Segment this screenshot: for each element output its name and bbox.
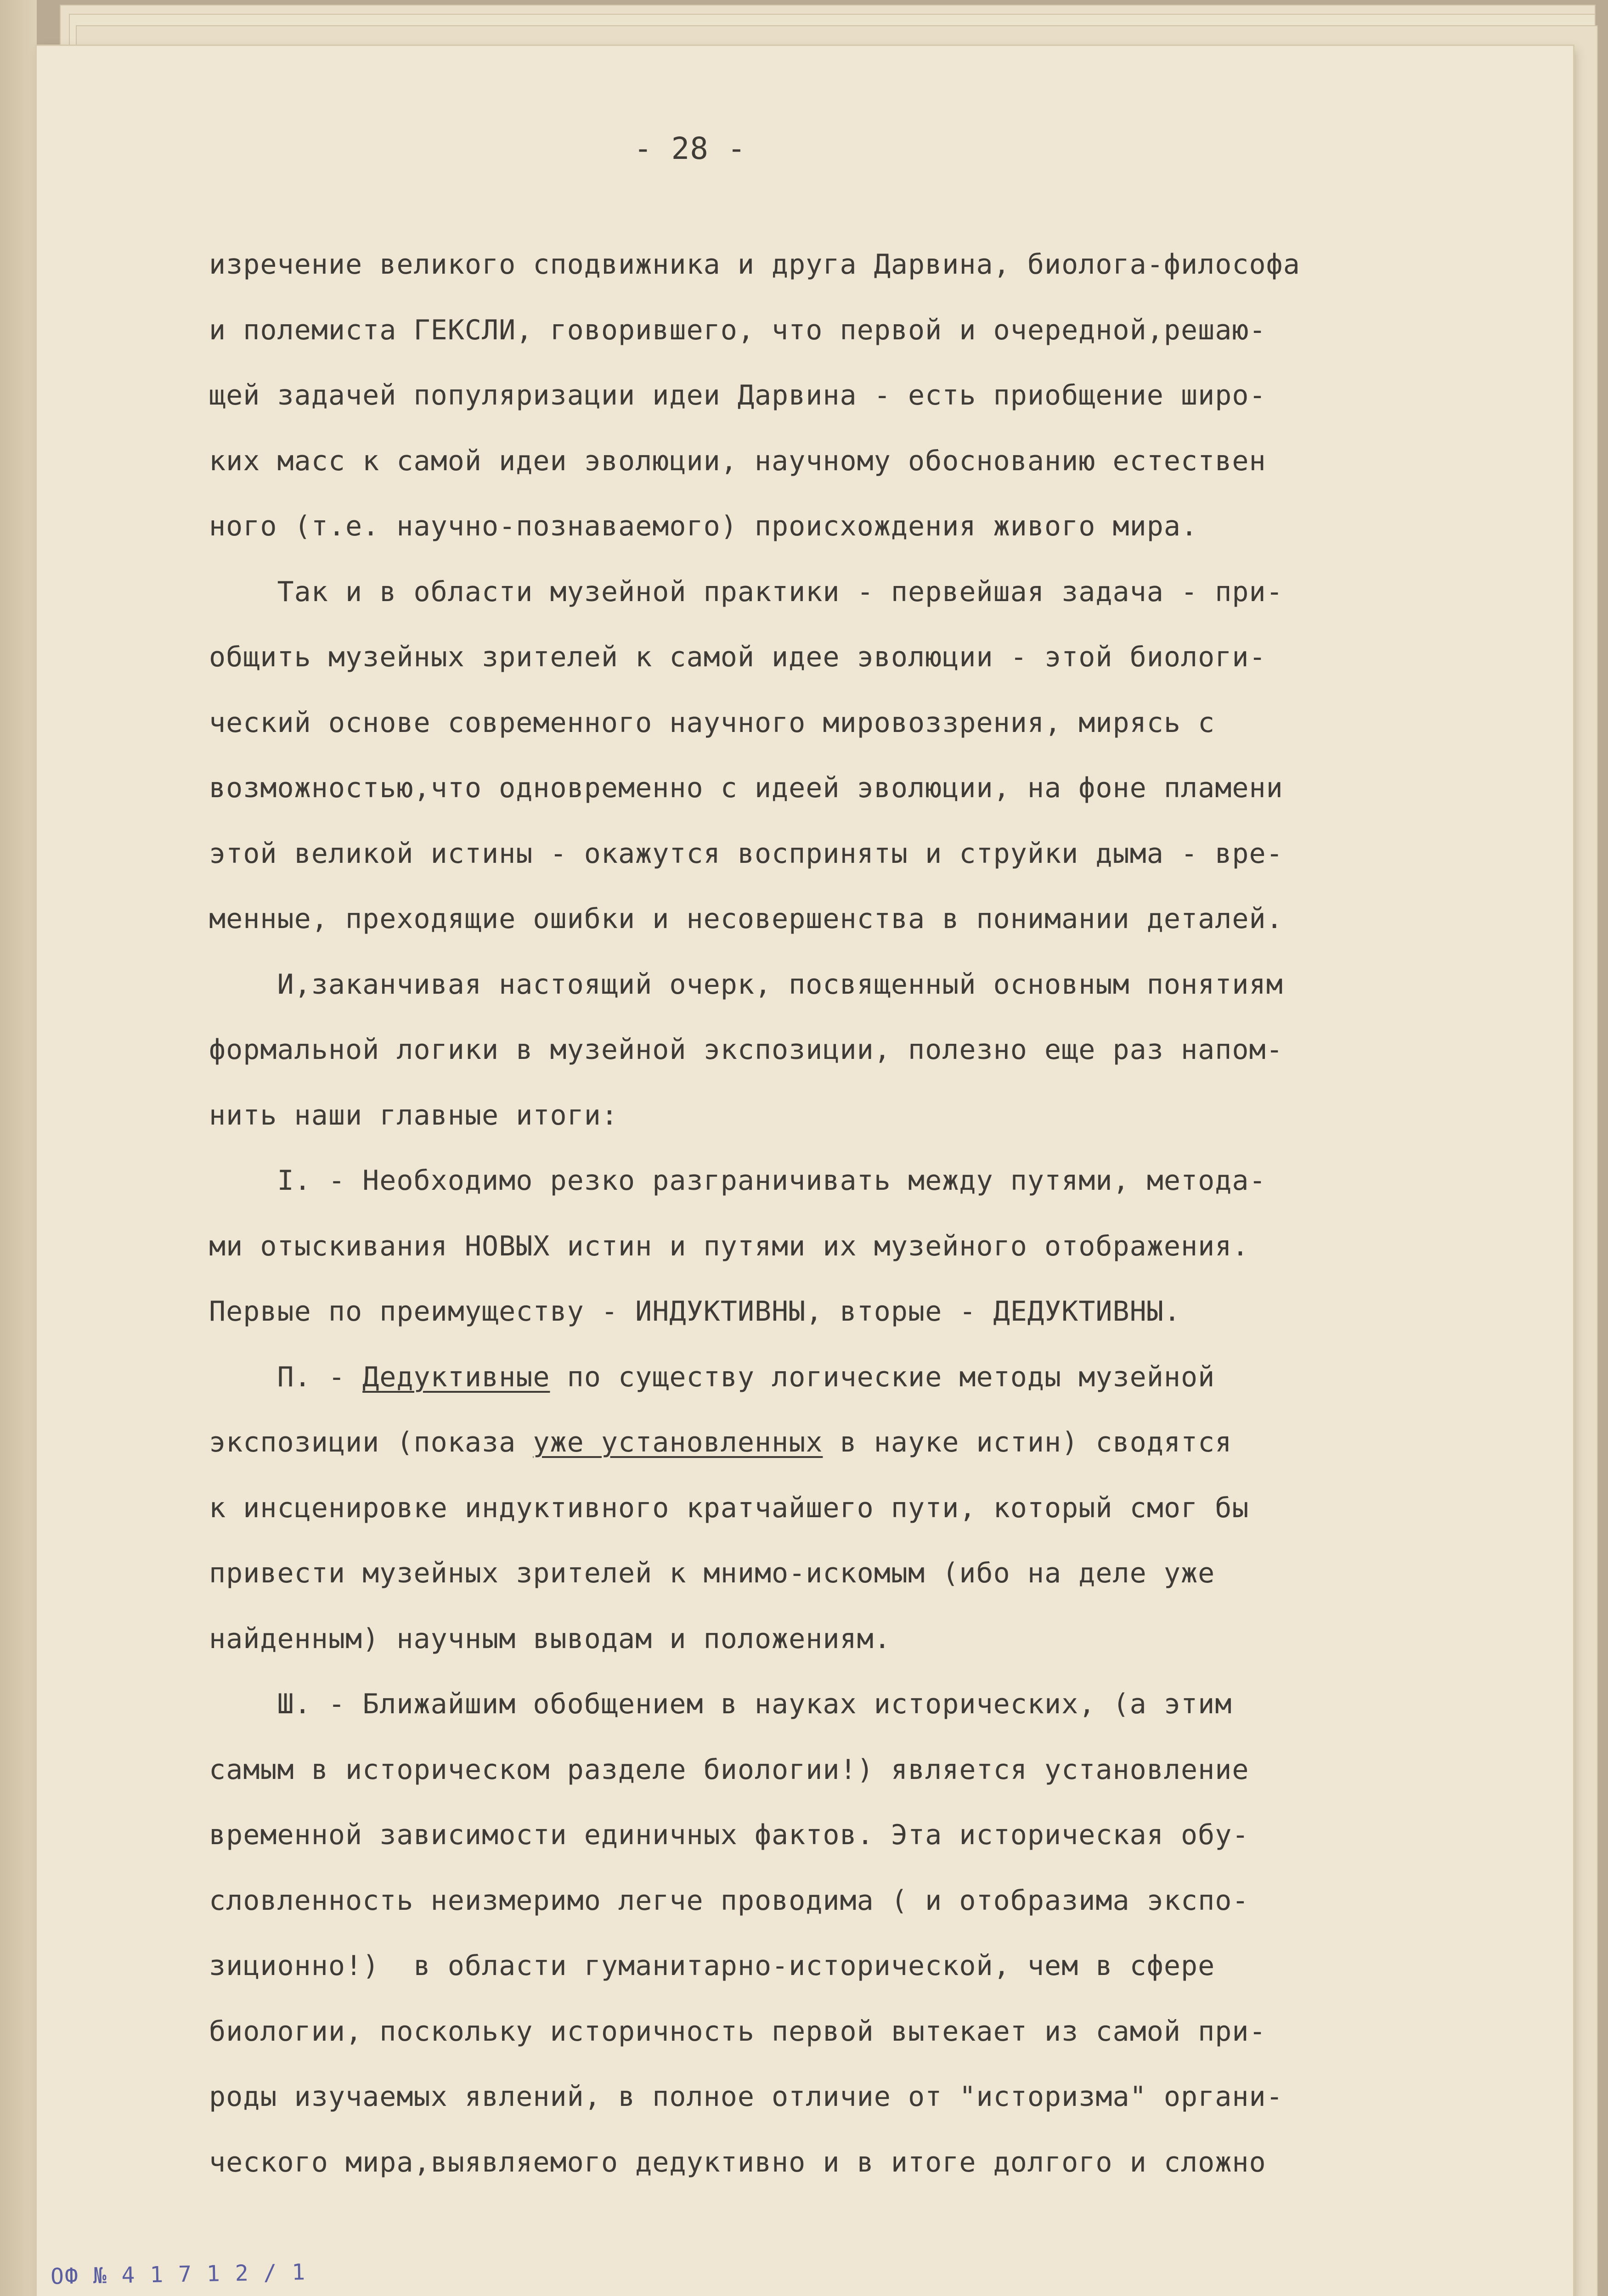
- text-line: [209, 1214, 1300, 1279]
- text-segment: общить музейных зрителей к самой идее эволюции - этой биологи-: [209, 641, 1266, 673]
- text-segment: в науке истин) сводятся: [823, 1426, 1232, 1458]
- text-line: [209, 1737, 1300, 1803]
- text-line: [209, 298, 1300, 363]
- text-line: [209, 1017, 1300, 1083]
- text-line: [209, 363, 1300, 428]
- typewritten-text: [209, 232, 1300, 2195]
- text-line: [209, 1541, 1300, 1606]
- text-line: [209, 428, 1300, 494]
- text-line: [209, 1671, 1300, 1737]
- text-segment: Первые по преимуществу - ИНДУКТИВНЫ, вторые - ДЕДУКТИВНЫ.: [209, 1295, 1181, 1328]
- text-segment: экспозиции (показа: [209, 1426, 533, 1458]
- text-segment: формальной логики в музейной экспозиции, полезно еще раз напом-: [209, 1034, 1283, 1066]
- text-line: [209, 1999, 1300, 2065]
- text-line: [209, 2130, 1300, 2195]
- page-number: - 28 -: [634, 131, 746, 166]
- text-line: [209, 1083, 1300, 1148]
- text-line: [209, 1868, 1300, 1934]
- text-line: [209, 1148, 1300, 1214]
- text-segment: П. -: [209, 1361, 363, 1393]
- text-segment: ного (т.е. научно-познаваемого) происхождения живого мира.: [209, 510, 1198, 542]
- text-segment: возможностью,что одновременно с идеей эволюции, на фоне пламени: [209, 772, 1283, 804]
- text-segment: самым в историческом разделе биологии!) является установление: [209, 1753, 1249, 1786]
- text-line: [209, 1345, 1300, 1410]
- text-segment: привести музейных зрителей к мнимо-искомым (ибо на деле уже: [209, 1557, 1215, 1589]
- text-segment: словленность неизмеримо легче проводима ( и отобразима экспо-: [209, 1884, 1249, 1917]
- text-line: [209, 886, 1300, 952]
- text-line: [209, 1933, 1300, 1999]
- text-segment: Так и в области музейной практики - первейшая задача - при-: [209, 575, 1283, 608]
- text-segment: по существу логические методы музейной: [550, 1361, 1215, 1393]
- text-segment: нить наши главные итоги:: [209, 1099, 618, 1131]
- text-line: [209, 559, 1300, 625]
- text-segment: найденным) научным выводам и положениям.: [209, 1622, 891, 1655]
- text-segment: ми отыскивания НОВЫХ истин и путями их музейного отображения.: [209, 1230, 1249, 1262]
- text-segment: щей задачей популяризации идеи Дарвина - есть приобщение широ-: [209, 379, 1266, 411]
- underlined-phrase: Дедуктивные: [362, 1361, 550, 1393]
- text-line: [209, 232, 1300, 298]
- text-segment: Ш. - Ближайшим обобщением в науках исторических, (а этим: [209, 1688, 1232, 1720]
- text-segment: изречение великого сподвижника и друга Дарвина, биолога-философа: [209, 248, 1300, 281]
- text-segment: ческий основе современного научного мировоззрения, мирясь с: [209, 706, 1215, 739]
- text-segment: ких масс к самой идеи эволюции, научному обоснованию естествен: [209, 445, 1266, 477]
- archive-folder-edge: [0, 0, 37, 2296]
- text-segment: I. - Необходимо резко разграничивать между путями, методa-: [209, 1165, 1266, 1197]
- text-line: [209, 1606, 1300, 1672]
- text-line: [209, 952, 1300, 1018]
- text-segment: биологии, поскольку историчность первой вытекает из самой при-: [209, 2015, 1266, 2048]
- text-line: [209, 625, 1300, 690]
- text-line: [209, 821, 1300, 887]
- archive-inventory-stamp: ОФ № 4 1 7 1 2 / 1: [50, 2259, 306, 2290]
- text-segment: зиционно!) в области гуманитарно-исторической, чем в сфере: [209, 1950, 1215, 1982]
- text-line: [209, 494, 1300, 559]
- text-line: [209, 1802, 1300, 1868]
- text-segment: временной зависимости единичных фактов. Эта историческая обу-: [209, 1819, 1249, 1851]
- text-segment: роды изучаемых явлений, в полное отличие от "историзма" органи-: [209, 2081, 1283, 2113]
- text-line: [209, 1279, 1300, 1345]
- text-segment: ческого мира,выявляемого дедуктивно и в итоге долгого и сложно: [209, 2146, 1266, 2178]
- text-segment: этой великой истины - окажутся восприняты и струйки дыма - вре-: [209, 837, 1283, 870]
- text-line: [209, 1410, 1300, 1475]
- text-segment: к инсценировке индуктивного кратчайшего пути, который смог бы: [209, 1491, 1249, 1524]
- text-line: [209, 1475, 1300, 1541]
- text-line: [209, 755, 1300, 821]
- text-segment: менные, преходящие ошибки и несовершенства в понимании деталей.: [209, 903, 1283, 935]
- text-segment: И,заканчивая настоящий очерк, посвященный основным понятиям: [209, 968, 1283, 1001]
- text-line: [209, 690, 1300, 756]
- text-line: [209, 2064, 1300, 2130]
- underlined-phrase: уже установленных: [533, 1426, 823, 1458]
- text-segment: и полемиста ГЕКСЛИ, говорившего, что первой и очередной,решаю-: [209, 314, 1266, 346]
